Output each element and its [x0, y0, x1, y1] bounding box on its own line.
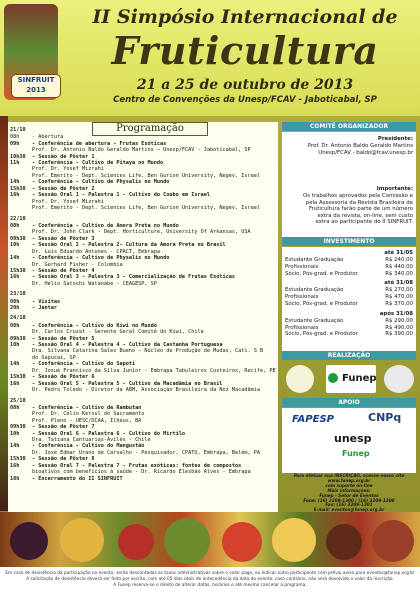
- price-category: Profissionais: [285, 324, 319, 331]
- program-text: - Sessão de Pôster 2: [32, 185, 95, 192]
- info-column: [280, 122, 420, 515]
- program-day: [10, 398, 26, 404]
- logo-year: 2013: [26, 86, 46, 94]
- title-line-1: II Simpósio Internacional de: [92, 6, 398, 28]
- program-time: 09h30: [10, 335, 26, 342]
- program-text: Prof. Emerito - Dept. Sciences Life, Ben Gurion University, Negev, Israel: [32, 205, 260, 212]
- program-item: [10, 236, 94, 242]
- program-item: [10, 299, 60, 305]
- program-text: 24/10: [10, 315, 26, 322]
- program-item: [10, 186, 94, 192]
- program-time: 14h: [10, 255, 20, 262]
- contact-line: Fone: (16) 3209-1300 / (16) 3209-1300: [303, 497, 395, 503]
- fruit-photo: [118, 524, 154, 560]
- program-text: Prof. Dr. Célio Kersul do Sacramento: [32, 411, 145, 418]
- price-value: R$ 490,00: [385, 324, 413, 331]
- program-text: Dr. Hélio Satoshi Watanabe - CEAGESP, SP: [32, 280, 157, 287]
- committee-header: COMITÊ ORGANIZADOR: [282, 122, 416, 131]
- program-item: [10, 374, 94, 380]
- important-line: extra da revista, on-line, sem custo: [317, 212, 413, 219]
- program-text: - Sessão Oral 1 - Palestra 1 - Cultivo do Coubo em Israel: [32, 192, 211, 199]
- contact-line: Funep - Setor de Eventos: [319, 492, 379, 498]
- program-speaker: [10, 262, 123, 268]
- program-time: 14h: [10, 361, 20, 368]
- fruit-photo-strip: [0, 512, 420, 567]
- program-text: - Sessão de Pôster 1: [32, 153, 95, 160]
- program-time: 18h: [10, 475, 20, 482]
- program-time: 16h: [10, 192, 20, 199]
- program-text: Prof. Pleno - UESC/DCAA, Ilhéus, BA: [32, 417, 142, 424]
- program-text: - Sessão Oral 4 - Palestra 4 - Cultivo da Castanha Portuguesa: [32, 341, 223, 348]
- program-text: - Conferência - Cultivo de Amora Preta no Mundo: [32, 222, 179, 229]
- apoio-logos: [282, 408, 416, 473]
- program-item: [10, 476, 123, 482]
- program-text: - Sessão de Pôster 7: [32, 424, 95, 431]
- program-text: - Conferência - Cultivo do Kiwi no Mundo: [32, 322, 157, 329]
- program-text: - Sessão de Pôster 4: [32, 267, 95, 274]
- investment-header: INVESTIMENTO: [282, 237, 416, 246]
- program-time: 15h30: [10, 374, 26, 381]
- program-text: - Sessão Oral 6 - Palestra 6 - Cultivo do Mirtilo: [32, 430, 186, 437]
- program-text: Prof. Dr. Yosef Mizrahi: [32, 166, 104, 173]
- fruit-photo: [60, 518, 104, 562]
- program-text: - Sessão Oral 7 - Palestra 7 - Frutas exóticas: fontes de compostos: [32, 462, 242, 469]
- program-text: Prof. Dr. Antonio Baldo Geraldo Martins – Unesp/FCAV - Jaboticabal, SP: [32, 147, 251, 154]
- program-time: 14h: [10, 179, 20, 186]
- important-line: Os trabalhos aprovados pela Comissão e: [302, 193, 413, 199]
- unesp-label: unesp: [334, 432, 372, 445]
- program-time: 09h30: [10, 235, 26, 242]
- program-speaker: [10, 411, 144, 417]
- price-value: R$ 240,00: [385, 257, 413, 263]
- program-item: [10, 242, 226, 248]
- program-text: Dr. Carlos Cruzat - Gerente Geral Comitê do Kiwi, Chile: [32, 329, 204, 336]
- program-item: [10, 443, 144, 449]
- program-text: - Conferência - Cultivo do Sapoti: [32, 361, 136, 368]
- program-text: - Conferência - Cultivo de Rambutan: [32, 404, 142, 411]
- program-text: - Sessão Oral 3 - Palestra 3 - Comercialização de Frutas Exóticas: [32, 274, 236, 281]
- program-text: 22/10: [10, 215, 26, 222]
- contact-line: Mais informações:: [327, 487, 371, 493]
- important-line: Fruticultura farão parte de um número: [308, 206, 413, 213]
- program-speaker: [10, 205, 260, 211]
- program-title: Programação: [92, 122, 208, 136]
- price-value: R$ 440,00: [385, 263, 413, 270]
- realizacao-logos: [282, 361, 416, 397]
- program-text: Prof. Emerito - Dept. Sciences Life, Ben Gurion University, Negev, Israel: [32, 172, 260, 179]
- program-item: [10, 361, 135, 367]
- program-item: [10, 431, 185, 437]
- program-time: 14h: [10, 443, 20, 450]
- president-contact: Unesp/FCAV - baldo@fcav.unesp.br: [318, 150, 413, 156]
- program-text: - Sessão Oral 5 - Palestra 5 - Cultivo da Macadâmia no Brasil: [32, 380, 223, 387]
- program-item: [10, 192, 210, 198]
- price-value: R$ 370,00: [385, 301, 413, 307]
- funep-logo: [326, 365, 376, 393]
- program-speaker: [10, 166, 104, 172]
- program-speaker: [10, 348, 263, 354]
- program-text: Dra. Tatiana Cantuarias-Avilés - Chile: [32, 437, 151, 443]
- program-speaker: [10, 199, 104, 205]
- price-deadline: após 31/08: [379, 310, 413, 317]
- program-item: [10, 255, 169, 261]
- program-time: 10h: [10, 341, 20, 348]
- price-deadline: até 31/05: [384, 250, 413, 256]
- program-speaker: [10, 147, 251, 153]
- program-time: 08h: [10, 322, 20, 329]
- fruit-border-left: [0, 116, 8, 511]
- program-speaker: [10, 281, 157, 287]
- program-day: [10, 127, 26, 133]
- important-line: extra ao participante do II SINFRUIT.: [315, 219, 413, 226]
- president-name: Prof. Dr. Antonio Baldo Geraldo Martins: [307, 143, 413, 149]
- program-speaker: [10, 469, 251, 475]
- program-text: - Conferência - Cultivo de Pitaya no Mundo: [32, 160, 164, 166]
- program-text: Dr. José Edmar Urano de Carvalho - Pesquisador, CPATU, Embrapa, Belém, PA: [32, 449, 260, 456]
- program-text: - Sessão Oral 2 - Palestra 2- Cultura da Amora Preta no Brasil: [32, 242, 226, 249]
- logo-label: SINFRUIT: [17, 76, 55, 84]
- important-line: pela Assessoria da Revista Brasileira de: [305, 199, 413, 206]
- fruit-photo: [272, 518, 316, 562]
- program-text: - Conferência - Cultivo do Mangustão: [32, 443, 145, 450]
- sinfruit-seal: [384, 365, 414, 393]
- price-value: R$ 470,00: [385, 294, 413, 301]
- program-time: 08h: [10, 222, 20, 229]
- poster-header: [0, 0, 420, 116]
- realizacao-header: REALIZAÇÃO: [282, 351, 416, 360]
- program-text: Dr. Pedro Toledo - Diretor da ABM, Associação Brasileira da Noz Macadâmia: [32, 387, 260, 394]
- contact-line: com suporte on-line: [325, 482, 373, 488]
- price-category: Profissionais: [285, 294, 319, 301]
- contact-line: Fax: (16) 3209-1301: [325, 502, 373, 508]
- program-text: Dr. Josué Francisco da Silva Junior - Embrapa Tabuleiros Costeiros, Recife, PE: [32, 367, 276, 374]
- program-time: 09h30: [10, 424, 26, 431]
- sinfruit-logo: [4, 4, 58, 100]
- program-item: [10, 305, 57, 311]
- program-text: Dr. Luis Eduardo Antunes - CPACT, Embrapa: [32, 248, 161, 255]
- program-time: 15h30: [10, 267, 26, 274]
- logo-badge: [11, 74, 61, 98]
- price-category: Profissionais: [285, 263, 319, 270]
- program-item: [10, 134, 63, 140]
- program-day: [10, 315, 26, 321]
- event-venue: Centro de Convenções da Unesp/FCAV - Jaboticabal, SP: [113, 95, 377, 105]
- fruit-photo: [222, 522, 262, 562]
- fcav-logo: [286, 365, 314, 393]
- funep-apoio-label: Funep: [342, 449, 370, 458]
- program-time: 16h: [10, 380, 20, 387]
- contact-line: www.funep.org.br: [327, 477, 371, 483]
- apoio-header: APOIO: [282, 398, 416, 407]
- price-category: Estudante Graduação: [285, 317, 344, 324]
- program-time: 09h: [10, 140, 20, 147]
- important-label: Importante:: [376, 186, 413, 192]
- program-text: - Jantar: [32, 304, 57, 311]
- program-time: 16h: [10, 462, 20, 469]
- price-value: R$ 390,00: [385, 331, 413, 338]
- program-item: [10, 274, 235, 280]
- price-category: Sócio, Pós-grad. e Produtor: [285, 301, 358, 307]
- footnote-2: A solicitação de desistência deverá ser feita por escrito, com até 05 dias úteis de antecedência da data do evento, caso contrário, não será devolvido o valor da inscrição.: [26, 577, 394, 582]
- program-time: 11h: [10, 160, 20, 166]
- program-text: - Conferência - Cultivo de Physalis no Mundo: [32, 179, 170, 186]
- program-item: [10, 141, 166, 147]
- price-deadline: até 31/08: [384, 280, 413, 287]
- program-text: - Sessão de Pôster 6: [32, 374, 95, 381]
- event-dates: 21 a 25 de outubro de 2013: [136, 77, 354, 93]
- footnote-3: A Funep reserva-se o direito de alterar datas, horários e até mesmo cancelar a programa.: [113, 583, 307, 588]
- fruit-photo: [326, 524, 362, 560]
- cnpq-label: CNPq: [368, 411, 402, 424]
- program-time: 08h: [10, 298, 20, 305]
- footnote-1: Em caso de desistência da participação no evento, serão descontadas as taxas administrativas sobre o valor pago, ou indicar outro participante com prévio aviso para eventos@funep.org.br: [5, 571, 415, 576]
- program-text: - Conferência de abertura - Frutas Exóticas: [32, 140, 167, 147]
- program-item: [10, 160, 163, 166]
- contact-line: E-mail: eventos@funep.org.br: [313, 507, 385, 513]
- program-item: [10, 456, 94, 462]
- program-text: - Conferência - Cultivo de Physalis no Mundo: [32, 255, 170, 262]
- program-text: bioativos com benefícios à saúde - Dr. Ricardo Elesbão Alves - Embrapa: [32, 469, 251, 476]
- program-text: 23/10: [10, 291, 26, 298]
- price-category: Estudante Graduação: [285, 287, 344, 294]
- program-text: 25/10: [10, 397, 26, 404]
- program-text: 21/10: [10, 127, 26, 133]
- program-item: [10, 179, 169, 185]
- program-text: - Visitas: [32, 298, 61, 305]
- program-text: - Abertura: [32, 134, 64, 141]
- price-value: R$ 270,00: [385, 287, 413, 294]
- program-time: 15h30: [10, 456, 26, 463]
- program-text: Prof. Dr. John Clark - Dept. Horticulture, University Of Arkansas, USA: [32, 229, 251, 236]
- program-text: Dra. Silvana Catarina Sales Bueno - Núcleo de Produção de Mudas, Cati. S B: [32, 348, 264, 355]
- price-value: R$ 290,00: [385, 317, 413, 324]
- funep-mark-icon: [328, 373, 338, 383]
- price-category: Sócio, Pós-grad. e Produtor: [285, 331, 358, 338]
- contact-line: Para efetuar sua INSCRIÇÃO, acesse nosso site: [293, 473, 405, 478]
- program-speaker: [10, 229, 251, 235]
- program-speaker: [10, 387, 260, 393]
- program-time: 10h: [10, 242, 20, 249]
- program-time: 10h30: [10, 153, 26, 160]
- program-panel: [8, 122, 278, 515]
- program-time: 08h: [10, 134, 20, 141]
- funep-label: Funep: [342, 373, 377, 384]
- program-text: - Sessão de Pôster 8: [32, 456, 95, 463]
- fruit-photo: [372, 520, 414, 562]
- program-time: 15h30: [10, 185, 26, 192]
- program-text: - Encerramento do II SINFRUIT: [32, 475, 123, 482]
- program-time: 10h: [10, 430, 20, 437]
- program-item: [10, 336, 94, 342]
- program-speaker: [10, 329, 204, 335]
- program-time: 08h: [10, 404, 20, 411]
- program-text: - Sessão de Pôster 5: [32, 335, 95, 342]
- program-text: Prof. Dr. Yosef Mizrahi: [32, 198, 104, 205]
- program-item: [10, 424, 94, 430]
- program-text: Dr. Gerhard Fisher - Colombia: [32, 261, 123, 268]
- committee-box: [282, 132, 416, 242]
- price-value: R$ 340,00: [385, 270, 413, 277]
- fapesp-label: FAPESP: [292, 414, 334, 425]
- price-category: Estudante Graduação: [285, 257, 344, 263]
- fruit-photo: [10, 522, 48, 560]
- program-text: - Sessão de Pôster 3: [32, 235, 95, 242]
- fruit-photo: [164, 518, 210, 564]
- president-label: Presidente:: [377, 136, 413, 142]
- program-item: [10, 223, 179, 229]
- program-text: do Sapucaí, SP: [32, 354, 76, 361]
- program-time: 16h: [10, 274, 20, 281]
- program-day: [10, 291, 26, 297]
- price-table: [282, 247, 416, 357]
- title-line-2: Fruticultura: [111, 28, 379, 73]
- program-time: 20h: [10, 304, 20, 311]
- program-day: [10, 216, 26, 222]
- price-category: Sócio, Pós-grad. e Produtor: [285, 270, 358, 277]
- program-item: [10, 154, 94, 160]
